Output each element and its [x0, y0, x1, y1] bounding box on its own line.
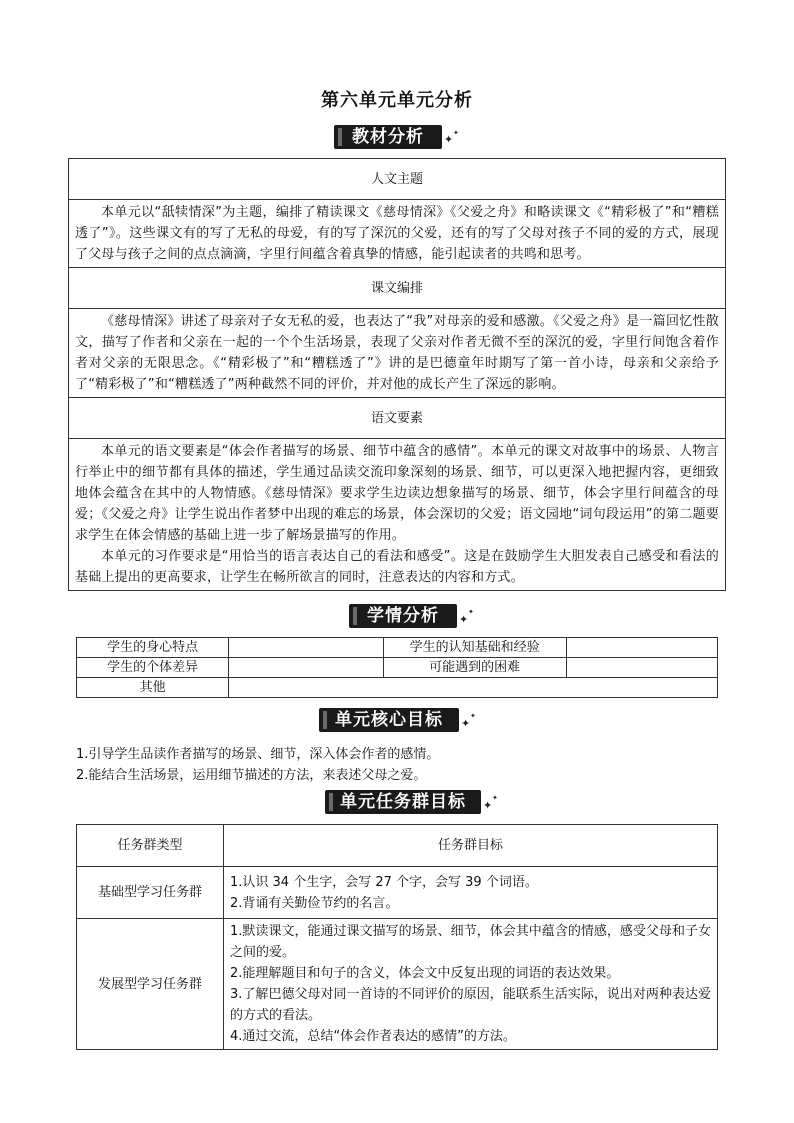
cell-blank[interactable]	[229, 658, 383, 678]
task-goal-item: 2.能理解题目和句子的含义，体会文中反复出现的词语的表达效果。	[230, 966, 620, 981]
cell-possible-difficulty: 可能遇到的困难	[383, 658, 566, 678]
sparkle-icon: ✦	[444, 133, 454, 146]
page-title: 第六单元单元分析	[321, 90, 473, 111]
sparkle-icon: ✦	[453, 129, 459, 137]
task-type-basic: 基础型学习任务群	[77, 867, 224, 919]
cell-blank[interactable]	[566, 638, 717, 658]
cell-blank[interactable]	[566, 658, 717, 678]
sparkle-icon: ✦	[468, 608, 474, 616]
cell-individual-difference: 学生的个体差异	[77, 658, 229, 678]
arrangement-header: 课文编排	[69, 268, 726, 309]
section-label-textbook: 教材分析	[334, 125, 442, 149]
student-analysis-table	[76, 637, 718, 698]
task-goal-item: 1.认识 34 个生字，会写 27 个字，会写 39 个词语。	[230, 874, 538, 890]
sparkle-icon: ✦	[492, 794, 498, 802]
cell-blank[interactable]	[229, 678, 718, 698]
task-group-table	[76, 824, 718, 1050]
textbook-analysis-table	[68, 158, 726, 591]
section-label-task-goals: 单元任务群目标	[325, 790, 481, 814]
task-goals-basic	[224, 867, 718, 919]
task-goal-item: 3.了解巴德父母对同一首诗的不同评价的原因，能联系生活实际，说出对两种表达爱的方式的看法。	[230, 987, 711, 1023]
sparkle-icon: ✦	[459, 613, 469, 626]
cell-other: 其他	[77, 678, 229, 698]
header-task-goal: 任务群目标	[224, 825, 718, 867]
elements-body	[69, 439, 726, 591]
task-goal-item: 2.背诵有关勤俭节约的名言。	[230, 895, 399, 911]
theme-body: 本单元以“舐犊情深”为主题，编排了精读课文《慈母情深》《父爱之舟》和略读课文《“精彩极了”和“糟糕透了”》。这些课文有的写了无私的母爱，有的写了深沉的父爱，还有的写了父母对孩子不同的爱的方式，展现了父母与孩子之间的点点滴滴，字里行间蕴含着真挚的情感，能引起读者的共鸣和思考。	[69, 200, 726, 268]
core-goals-list	[76, 744, 439, 786]
cell-physical-mental: 学生的身心特点	[77, 638, 229, 658]
arrangement-body: 《慈母情深》讲述了母亲对子女无私的爱，也表达了“我”对母亲的爱和感激。《父爱之舟》是一篇回忆性散文，描写了作者和父亲在一起的一个个生活场景，表现了父亲对作者无微不至的深沉的爱，字里行间饱含着作者对父亲的无限思念。《“精彩极了”和“糟糕透了”》讲的是巴德童年时期写了第一首小诗，母亲和父亲给予了“精彩极了”和“糟糕透了”两种截然不同的评价，并对他的成长产生了深远的影响。	[69, 309, 726, 398]
section-label-core-goals: 单元核心目标	[319, 708, 459, 732]
elements-paragraph-2: 本单元的习作要求是“用恰当的语言表达自己的看法和感受”。这是在鼓励学生大胆发表自己感受和看法的基础上提出的更高要求，让学生在畅所欲言的同时，注意表达的内容和方式。	[75, 549, 719, 585]
core-goal-item: 2.能结合生活场景，运用细节描述的方法，来表述父母之爱。	[76, 768, 427, 783]
section-label-student: 学情分析	[349, 604, 457, 628]
task-goal-item: 1.默读课文，能通过课文描写的场景、细节，体会其中蕴含的情感，感受父母和子女之间的爱。	[230, 924, 711, 960]
sparkle-icon: ✦	[461, 717, 471, 730]
task-goals-development	[224, 919, 718, 1050]
cell-blank[interactable]	[229, 638, 383, 658]
elements-header: 语文要素	[69, 398, 726, 439]
task-type-development: 发展型学习任务群	[77, 919, 224, 1050]
task-goal-item: 4.通过交流，总结“体会作者表达的感情”的方法。	[230, 1029, 516, 1044]
core-goal-item: 1.引导学生品读作者描写的场景、细节，深入体会作者的感情。	[76, 747, 440, 762]
elements-paragraph-1: 本单元的语文要素是“体会作者描写的场景、细节中蕴含的感情”。本单元的课文对故事中的场景、人物言行举止中的细节都有具体的描述，学生通过品读交流印象深刻的场景、细节，可以更深入地把握内容，更细致地体会蕴含在其中的人物情感。《慈母情深》要求学生边读边想象描写的场景、细节，体会字里行间蕴含的母爱；《父爱之舟》让学生说出作者梦中出现的难忘的场景，体会深切的父爱；语文园地“词句段运用”的第二题要求学生在体会情感的基础上进一步了解场景描写的作用。	[75, 444, 719, 543]
theme-header: 人文主题	[69, 159, 726, 200]
header-task-type: 任务群类型	[77, 825, 224, 867]
sparkle-icon: ✦	[483, 799, 493, 812]
cell-cognitive-basis: 学生的认知基础和经验	[383, 638, 566, 658]
sparkle-icon: ✦	[470, 712, 476, 720]
